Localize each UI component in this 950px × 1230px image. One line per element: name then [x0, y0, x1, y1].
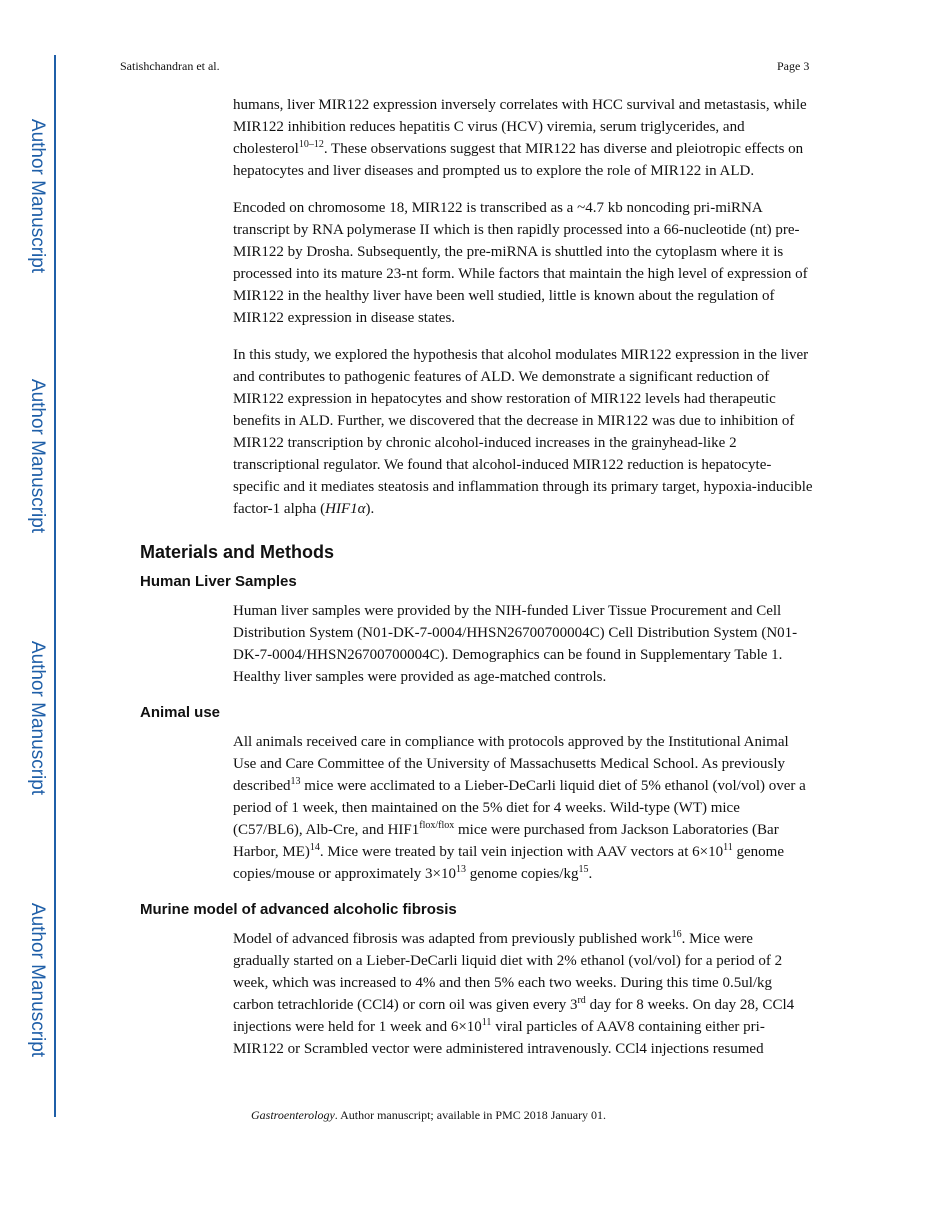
footer-journal: Gastroenterology [251, 1108, 335, 1122]
human-samples-paragraph: Human liver samples were provided by the NIH-funded Liver Tissue Procurement and Cell Distribution System (N01-DK-7-0004/HHSN26700700004C) Cell Distribution System (N01-DK-7-0004/HHSN26700700004C). Demographics can be found in Supplementary Table 1. Healthy liver samples were provided as age-matched controls. [233, 603, 798, 685]
animal-use-paragraph: All animals received care in compliance with protocols approved by the Institutional Animal Use and Care Committee of the University of Massachusetts Medical School. As previously described$^{13}$ mice were acclimated to a Lieber-DeCarli liquid diet of 5% ethanol (vol/vol) over a period of 1 week, then maintained on the 5% diet for 4 weeks. Wild-type (WT) mice (C57/BL6), Alb-Cre, and $HIF1^{flox/flox}$ mice were purchased from Jackson Laboratories (Bar Harbor, ME)$^{14}$. Mice were treated by tail vein injection with AAV vectors at $6\times 10^{11}$ genome copies/mouse or approximately $3\times 10^{13}$ genome copies/$kg^{15}$. [233, 734, 806, 882]
section-title-methods: Materials and Methods [140, 542, 335, 562]
intro-paragraph-3: In this study, we explored the hypothesis that alcohol modulates MIR122 expression in the liver and contributes to pathogenic features of ALD. We demonstrate a significant reduction of MIR122 expression in hepatocytes and show restoration of MIR122 levels had therapeutic benefits in ALD. Further, we discovered that the decrease in MIR122 was due to inhibition of MIR122 transcription by chronic alcohol-induced increases in the grainyhead-like 2 transcriptional regulator. We found that alcohol-induced MIR122 reduction is hepatocyte-specific and it mediates steatosis and inflammation through its primary target, hypoxia-inducible factor-1 alpha (HIF1α). [233, 347, 813, 517]
running-head-authors: Satishchandran et al. [120, 59, 220, 73]
subsection-animal-use: Animal use [140, 704, 221, 721]
footer-citation [251, 1108, 606, 1123]
footer-availability: . Author manuscript; available in PMC 2018 January 01. [334, 1108, 607, 1122]
subsection-human-liver-samples: Human Liver Samples [140, 573, 297, 590]
intro-paragraph-2: Encoded on chromosome 18, MIR122 is transcribed as a ~4.7 kb noncoding pri-miRNA transcript by RNA polymerase II which is then rapidly processed into a 66-nucleotide (nt) pre-MIR122 by Drosha. Subsequently, the pre-miRNA is shuttled into the cytoplasm where it is processed into its mature 23-nt form. While factors that maintain the high level of expression of MIR122 in the healthy liver have been well studied, little is known about the regulation of MIR122 expression in disease states. [233, 200, 808, 326]
subsection-murine-fibrosis: Murine model of advanced alcoholic fibrosis [140, 901, 457, 918]
murine-fibrosis-paragraph: Model of advanced fibrosis was adapted from previously published work$^{16}$. Mice were gradually started on a Lieber-DeCarli liquid diet with 2% ethanol (vol/vol) for a period of 2 week, which was increased to 4% and then 5% each two weeks. During this time 0.5ul/kg carbon tetrachloride (CCl4) or corn oil was given every 3rd day for 8 weeks. On day 28, CCl4 injections were held for 1 week and $6\times 10^{11}$ viral particles of AAV8 containing either pri-MIR122 or Scrambled vector were administered intravenously. CCl4 injections resumed [233, 929, 795, 1057]
page-number: Page 3 [777, 59, 810, 73]
intro-paragraph-1: humans, liver MIR122 expression inversely correlates with HCC survival and metastasis, while MIR122 inhibition reduces hepatitis C virus (HCV) viremia, serum triglycerides, and cholesterol$^{10-12}$. These observations suggest that MIR122 has diverse and pleiotropic effects on hepatocytes and liver diseases and prompted us to explore the role of MIR122 in ALD. [233, 97, 807, 179]
article-body [0, 94, 950, 1075]
